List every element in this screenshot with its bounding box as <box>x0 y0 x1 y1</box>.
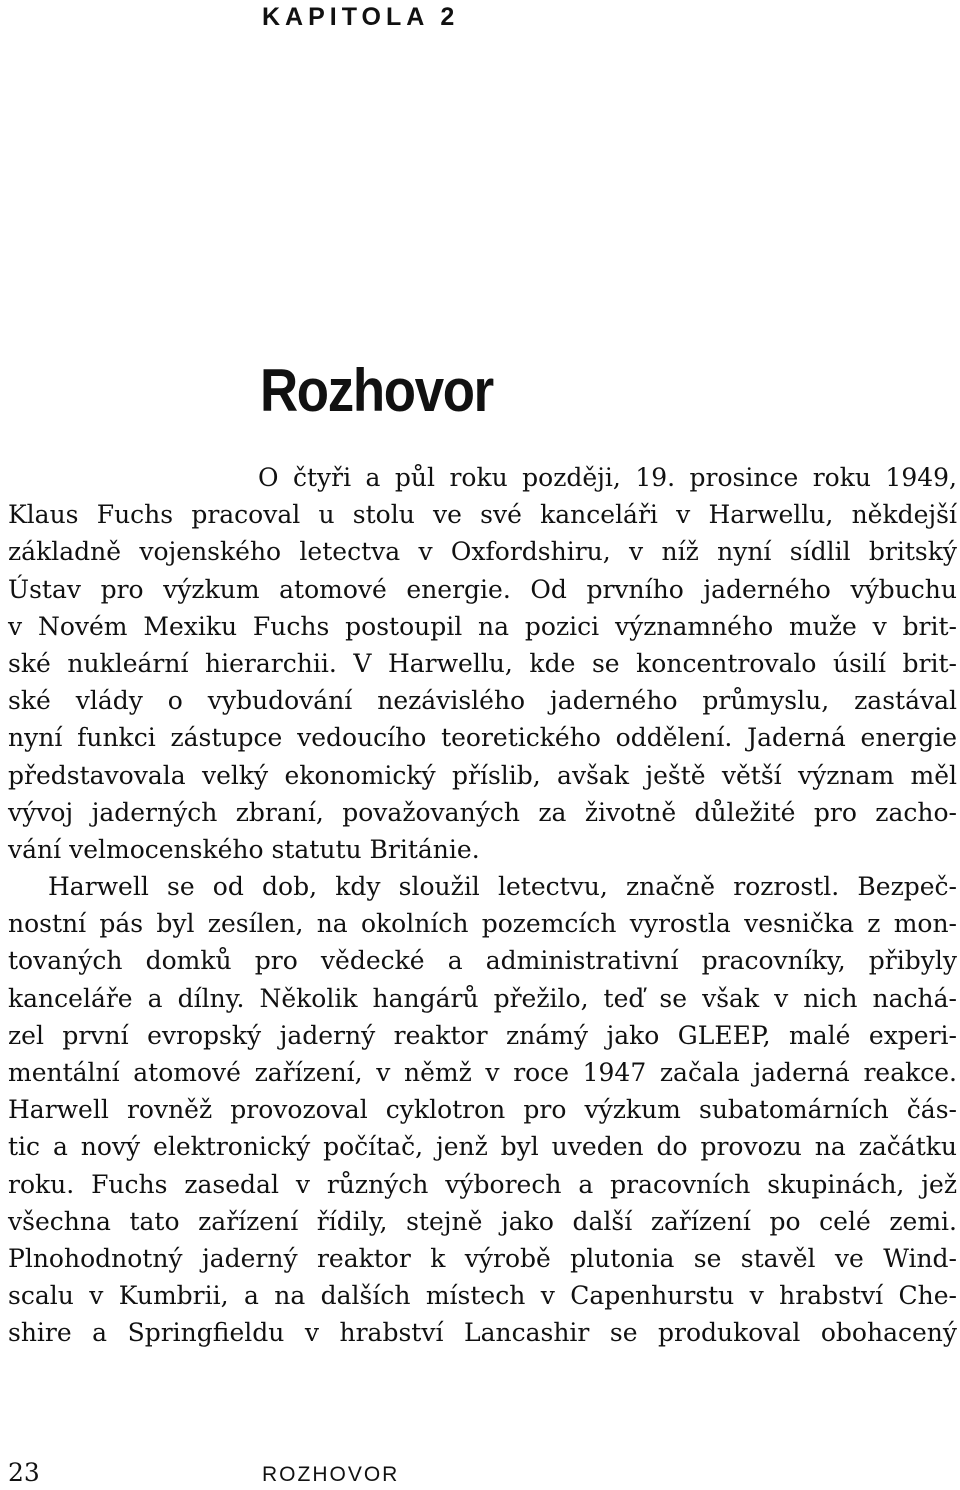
text-line: ské nukleární hierarchii. V Harwellu, kde se koncentrovalo úsilí brit- <box>8 648 957 678</box>
text-line: zel první evropský jaderný reaktor známý jako GLEEP, malé experi- <box>8 1020 957 1050</box>
text-line: Harwell rovněž provozoval cyklotron pro výzkum subatomárních čás- <box>8 1095 957 1125</box>
text-line: Harwell se od dob, kdy sloužil letectvu, značně rozrostl. Bezpeč- <box>48 872 957 902</box>
text-line: ské vlády o vybudování nezávislého jaderného průmyslu, zastával <box>8 686 957 716</box>
text-line: Klaus Fuchs pracoval u stolu ve své kanceláři v Harwellu, někdejší <box>8 500 957 530</box>
text-line: scalu v Kumbrii, a na dalších místech v Capenhurstu v hrabství Che- <box>8 1281 957 1311</box>
page-number: 23 <box>8 1458 40 1487</box>
text-line: představovala velký ekonomický příslib, avšak ještě větší význam měl <box>8 760 957 790</box>
text-line: mentální atomové zařízení, v němž v roce 1947 začala jaderná reakce. <box>8 1058 957 1087</box>
text-line: Plnohodnotný jaderný reaktor k výrobě plutonia se stavěl ve Wind- <box>8 1243 957 1273</box>
text-line: O čtyři a půl roku později, 19. prosince roku 1949, <box>258 463 957 492</box>
text-line: vývoj jaderných zbraní, považovaných za životně důležité pro zacho- <box>8 797 957 827</box>
chapter-title: Rozhovor <box>260 357 493 424</box>
text-line: roku. Fuchs zasedal v různých výborech a pracovních skupinách, jež <box>8 1169 957 1199</box>
chapter-label: KAPITOLA 2 <box>262 3 460 31</box>
running-head: ROZHOVOR <box>262 1463 400 1486</box>
text-line: nyní funkci zástupce vedoucího teoretického oddělení. Jaderná energie <box>8 723 957 753</box>
text-line: shire a Springfieldu v hrabství Lancashir se produkoval obohacený <box>8 1318 957 1348</box>
text-line: tovaných domků pro vědecké a administrativní pracovníky, přibyly <box>8 946 957 976</box>
text-line: vání velmocenského statutu Británie. <box>8 834 480 864</box>
body-text <box>8 459 957 1352</box>
text-line: v Novém Mexiku Fuchs postoupil na pozici významného muže v brit- <box>8 611 957 641</box>
text-line: tic a nový elektronický počítač, jenž byl uveden do provozu na začátku <box>8 1132 957 1162</box>
text-line: kanceláře a dílny. Několik hangárů přežilo, teď se však v nich nachá- <box>8 983 957 1013</box>
text-line: Ústav pro výzkum atomové energie. Od prvního jaderného výbuchu <box>8 574 957 604</box>
text-line: základně vojenského letectva v Oxfordshiru, v níž nyní sídlil britský <box>8 537 957 567</box>
text-line: nostní pás byl zesílen, na okolních pozemcích vyrostla vesnička z mon- <box>8 909 957 939</box>
text-line: všechna tato zařízení řídily, stejně jako další zařízení po celé zemi. <box>8 1206 957 1236</box>
